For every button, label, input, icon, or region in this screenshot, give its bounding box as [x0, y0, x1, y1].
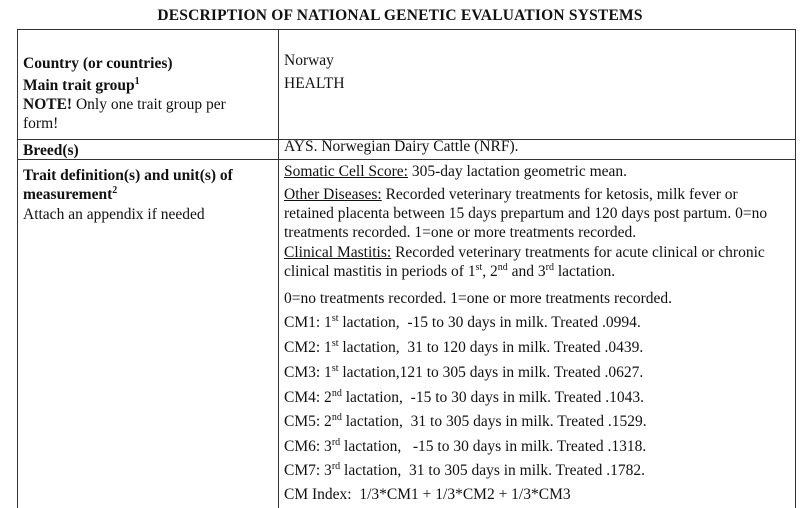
other-diseases: Other Diseases: Recorded veterinary treatments for ketosis, milk fever or retained placenta between 15 days prepartum and 120 days post partum. 0=no treatments recorded. 1=one or more treatments recorded. — [284, 186, 768, 241]
table-column-divider — [278, 29, 279, 508]
cm-row: CM4: 2nd lactation, -15 to 30 days in milk. Treated .1043. — [284, 388, 645, 406]
attach-appendix-note: Attach an appendix if needed — [23, 206, 205, 223]
cm-row: CM2: 1st lactation, 31 to 120 days in milk. Treated .0439. — [284, 338, 644, 356]
trait-definition-label: Trait definition(s) and unit(s) of measurement$^2$ — [23, 167, 233, 203]
table-left-border — [17, 29, 18, 508]
cm-row: CM6: 3rd lactation, -15 to 30 days in milk. Treated .1318. — [284, 437, 647, 455]
somatic-cell-score: Somatic Cell Score: 305-day lactation geometric mean. — [284, 163, 628, 180]
table-top-border — [17, 29, 795, 30]
cm-row: CM7: 3rd lactation, 31 to 305 days in milk. Treated .1782. — [284, 461, 645, 479]
country-label: Country (or countries) — [23, 55, 173, 72]
cm-row: CM3: 1st lactation,121 to 305 days in milk. Treated .0627. — [284, 363, 644, 381]
trait-group-value: HEALTH — [284, 75, 345, 92]
document-title: DESCRIPTION OF NATIONAL GENETIC EVALUATION SYSTEMS — [157, 7, 643, 24]
treatment-coding: 0=no treatments recorded. 1=one or more treatments recorded. — [284, 290, 673, 307]
country-value: Norway — [284, 52, 334, 69]
table-right-border — [795, 29, 796, 508]
breed-value: AYS. Norwegian Dairy Cattle (NRF). — [284, 138, 519, 155]
trait-group-note: NOTE! Only one trait group per form! — [23, 96, 226, 132]
clinical-mastitis: Clinical Mastitis: Recorded veterinary treatments for acute clinical or chronic clinical mastitis in periods of 1st, 2nd and 3rd lactation. — [284, 244, 765, 280]
cm-index: CM Index: 1/3*CM1 + 1/3*CM2 + 1/3*CM3 — [284, 486, 571, 503]
trait-group-label: Main trait group$^1$ — [23, 76, 140, 94]
cm-row: CM5: 2nd lactation, 31 to 305 days in milk. Treated .1529. — [284, 412, 647, 430]
cm-row: CM1: 1st lactation, -15 to 30 days in milk. Treated .0994. — [284, 313, 641, 331]
breed-label: Breed(s) — [23, 142, 79, 159]
